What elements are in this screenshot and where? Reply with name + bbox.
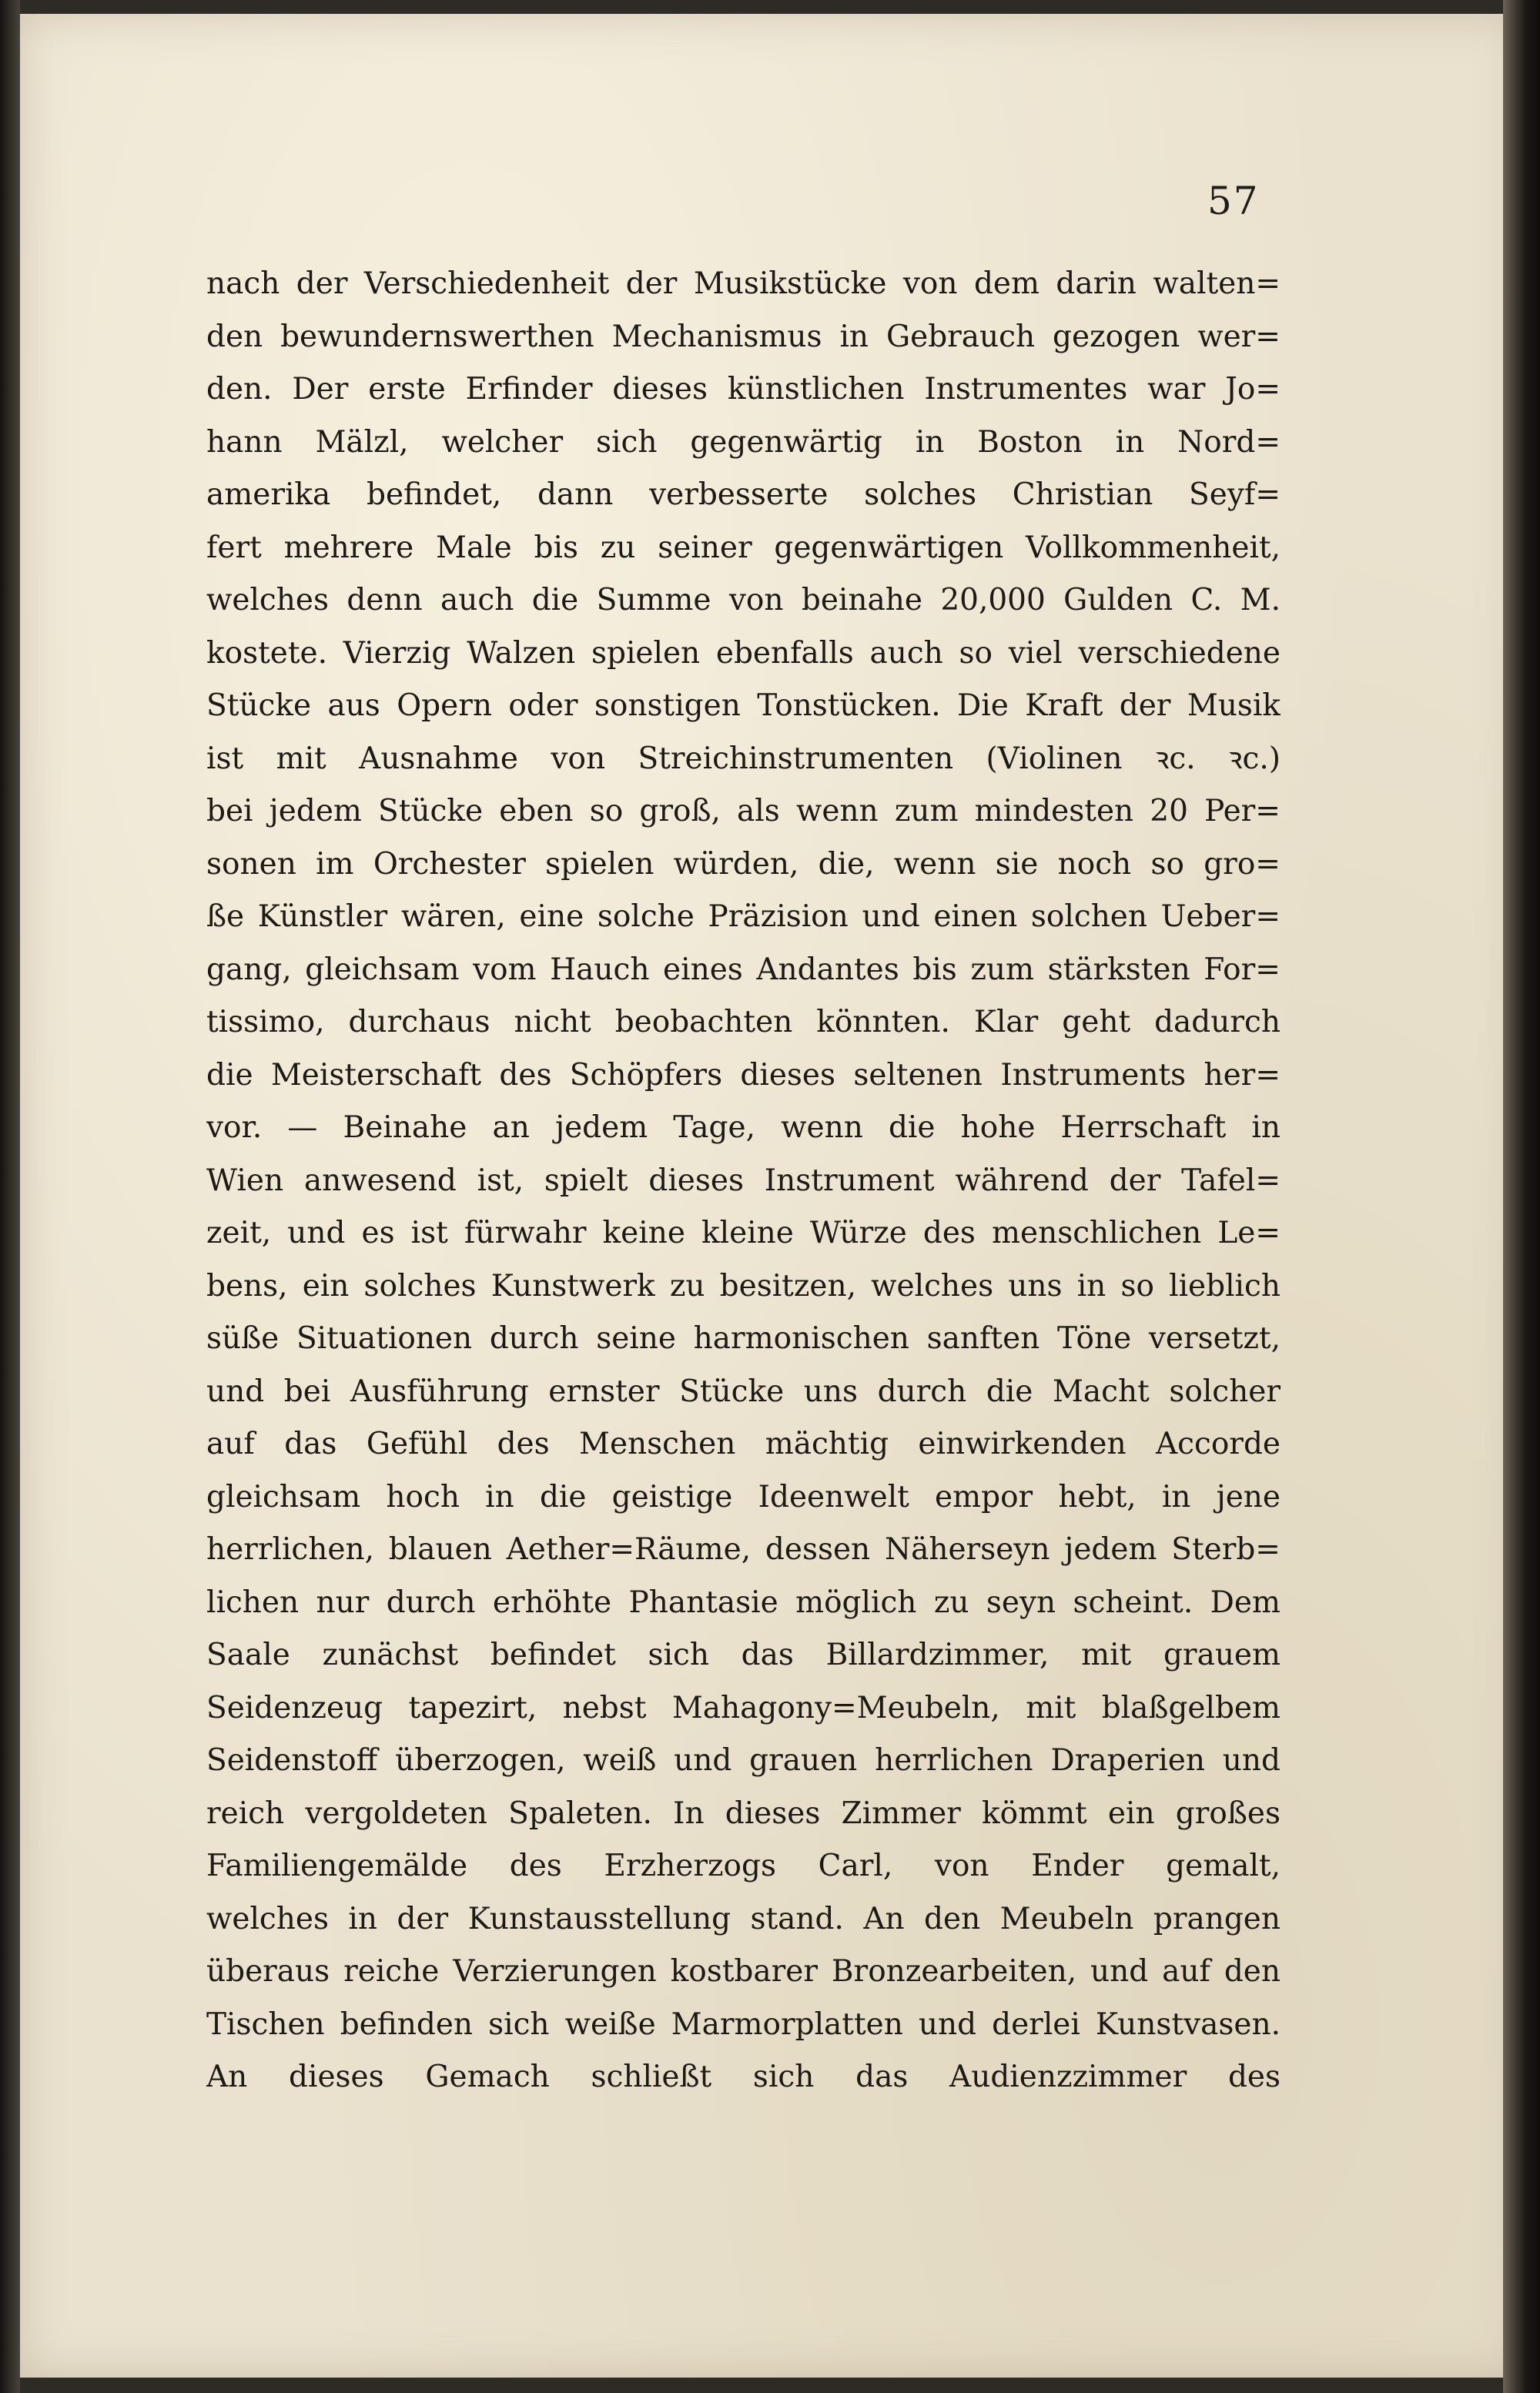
- text-line-34: Tischen befinden sich weiße Marmorplatten und derlei Kunstvasen.: [206, 2006, 1281, 2042]
- text-line-32: welches in der Kunstausstellung stand. An den Meubeln prangen: [206, 1901, 1281, 1936]
- text-line-21: süße Situationen durch seine harmonischen sanften Töne versetzt,: [206, 1321, 1281, 1356]
- text-line-31: Familiengemälde des Erzherzogs Carl, von Ender gemalt,: [206, 1849, 1281, 1883]
- text-line-10: ist mit Ausnahme von Streichinstrumenten (Violinen ꝛc. ꝛc.): [206, 741, 1281, 776]
- text-line-26: lichen nur durch erhöhte Phantasie möglich zu seyn scheint. Dem: [206, 1585, 1281, 1620]
- text-line-8: kostete. Vierzig Walzen spielen ebenfalls auch so viel verschiedene: [206, 635, 1281, 671]
- text-line-15: tissimo, durchaus nicht beobachten könnten. Klar geht dadurch: [206, 1005, 1281, 1039]
- text-line-14: gang, gleichsam vom Hauch eines Andantes bis zum stärksten For=: [206, 952, 1281, 987]
- text-line-3: den. Der erste Erfinder dieses künstlichen Instrumentes war Jo=: [206, 372, 1281, 407]
- text-line-17: vor. — Beinahe an jedem Tage, wenn die hohe Herrschaft in: [206, 1110, 1281, 1145]
- book-gutter-shadow: [1503, 0, 1540, 2393]
- text-line-19: zeit, und es ist fürwahr keine kleine Würze des menschlichen Le=: [206, 1216, 1281, 1250]
- text-line-29: Seidenstoff überzogen, weiß und grauen herrlichen Draperien und: [206, 1743, 1281, 1778]
- text-line-7: welches denn auch die Summe von beinahe 20,000 Gulden C. M.: [206, 583, 1281, 617]
- text-line-35: An dieses Gemach schließt sich das Audienzzimmer des: [206, 2060, 1281, 2094]
- text-line-33: überaus reiche Verzierungen kostbarer Bronzearbeiten, und auf den: [206, 1954, 1281, 1989]
- text-line-30: reich vergoldeten Spaleten. In dieses Zimmer kömmt ein großes: [206, 1796, 1281, 1831]
- text-line-16: die Meisterschaft des Schöpfers dieses seltenen Instruments her=: [206, 1057, 1281, 1093]
- text-line-9: Stücke aus Opern oder sonstigen Tonstücken. Die Kraft der Musik: [206, 688, 1281, 723]
- text-line-24: gleichsam hoch in die geistige Ideenwelt empor hebt, in jene: [206, 1479, 1281, 1514]
- body-text: [206, 258, 1281, 2104]
- text-line-6: fert mehrere Male bis zu seiner gegenwärtigen Vollkommenheit,: [206, 530, 1281, 565]
- text-line-12: sonen im Orchester spielen würden, die, wenn sie noch so gro=: [206, 846, 1281, 882]
- text-line-13: ße Künstler wären, eine solche Präzision und einen solchen Ueber=: [206, 899, 1281, 934]
- text-line-4: hann Mälzl, welcher sich gegenwärtig in Boston in Nord=: [206, 424, 1281, 460]
- text-line-2: den bewundernswerthen Mechanismus in Gebrauch gezogen wer=: [206, 319, 1281, 354]
- text-line-28: Seidenzeug tapezirt, nebst Mahagony=Meubeln, mit blaßgelbem: [206, 1690, 1281, 1725]
- text-line-23: auf das Gefühl des Menschen mächtig einwirkenden Accorde: [206, 1427, 1281, 1461]
- text-line-1: nach der Verschiedenheit der Musikstücke von dem darin walten=: [206, 266, 1281, 301]
- book-left-edge: [0, 0, 20, 2393]
- text-line-20: bens, ein solches Kunstwerk zu besitzen, welches uns in so lieblich: [206, 1268, 1281, 1304]
- text-line-27: Saale zunächst befindet sich das Billardzimmer, mit grauem: [206, 1638, 1281, 1672]
- text-line-18: Wien anwesend ist, spielt dieses Instrument während der Tafel=: [206, 1163, 1281, 1198]
- page-number: 57: [1207, 179, 1260, 223]
- text-line-25: herrlichen, blauen Aether=Räume, dessen Näherseyn jedem Sterb=: [206, 1532, 1281, 1567]
- text-line-11: bei jedem Stücke eben so groß, als wenn zum mindesten 20 Per=: [206, 794, 1281, 828]
- text-line-5: amerika befindet, dann verbesserte solches Christian Seyf=: [206, 477, 1281, 512]
- text-line-22: und bei Ausführung ernster Stücke uns durch die Macht solcher: [206, 1374, 1281, 1409]
